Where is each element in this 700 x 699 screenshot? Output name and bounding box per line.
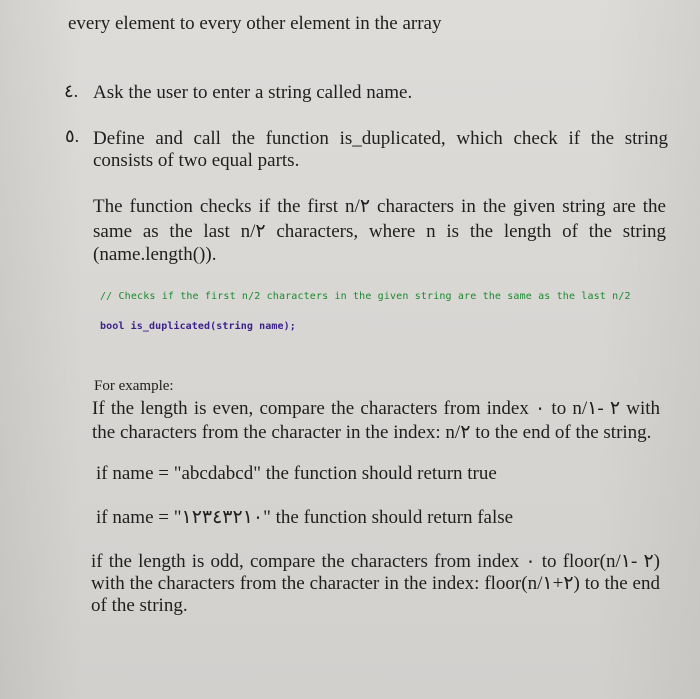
code-declaration: bool is_duplicated(string name);: [100, 321, 296, 332]
top-line-text: every element to every other element in the array: [68, 13, 442, 34]
para-1-line-2: same as the last n/٢ characters, where n is the length of the string: [93, 221, 666, 242]
item-5-line-2: consists of two equal parts.: [93, 150, 300, 171]
para-1-line-1: The function checks if the first n/٢ characters in the given string are the: [93, 196, 666, 217]
example-case-false: if name = "١٢٣٤٣٢١٠" the function should return false: [96, 507, 514, 528]
item-5-line-1: Define and call the function is_duplicated, which check if the string: [93, 128, 668, 149]
example-case-true: if name = "abcdabcd" the function should return true: [96, 463, 497, 484]
item-4-marker: ٤.: [64, 81, 79, 101]
item-5-marker: ٥.: [65, 126, 80, 146]
example-odd-line-2: with the characters from the character in the index: floor(n/٢+١) to the end: [91, 573, 660, 594]
example-odd-line-1: if the length is odd, compare the characters from index ٠ to floor(n/٢ -١): [91, 551, 660, 572]
example-even-line-2: the characters from the character in the index: n/٢ to the end of the string.: [92, 422, 652, 443]
item-4-text: Ask the user to enter a string called name.: [93, 82, 413, 103]
example-heading: For example:: [94, 378, 174, 394]
code-comment: // Checks if the first n/2 characters in the given string are the same as the last n/2: [100, 291, 631, 302]
para-1-line-3: (name.length()).: [93, 244, 217, 265]
example-even-line-1: If the length is even, compare the characters from index ٠ to n/٢ -١ with: [92, 398, 661, 419]
example-odd-line-3: of the string.: [91, 595, 188, 616]
